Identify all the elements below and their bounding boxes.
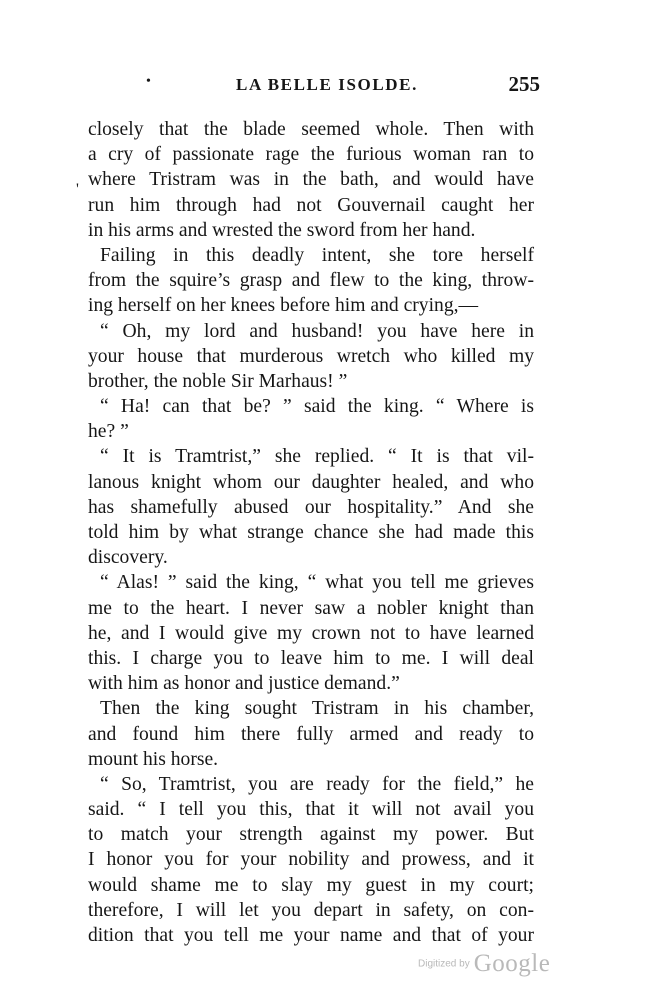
- text-line: would shame me to slay my guest in my court;: [88, 874, 534, 896]
- text-line: told him by what strange chance she had made this: [88, 522, 534, 543]
- text-line: he, and I would give my crown not to have learned: [88, 622, 534, 644]
- text-line: “ Alas! ” said the king, “ what you tell me grieves: [100, 572, 534, 594]
- text-line: said. “ I tell you this, that it will not avail you: [88, 799, 534, 821]
- text-line: Failing in this deadly intent, she tore herself: [100, 244, 534, 266]
- running-header: [88, 72, 540, 102]
- text-line: ing herself on her knees before him and crying,—: [88, 295, 479, 317]
- watermark-logo: Google: [473, 950, 551, 977]
- text-line: Then the king sought Tristram in his chamber,: [100, 698, 534, 720]
- text-line: “ So, Tramtrist, you are ready for the field,” he: [100, 773, 534, 795]
- header-mark: •: [146, 74, 151, 89]
- text-line: me to the heart. I never saw a nobler knight than: [88, 597, 534, 619]
- text-line: your house that murderous wretch who killed my: [88, 345, 534, 367]
- text-line: with him as honor and justice demand.”: [88, 673, 400, 695]
- text-line: discovery.: [88, 547, 168, 569]
- text-line: mount his horse.: [88, 748, 219, 770]
- page-number: 255: [508, 72, 540, 96]
- text-line: lanous knight whom our daughter healed, and who: [88, 471, 534, 493]
- text-line: to match your strength against my power. But: [88, 824, 534, 846]
- text-line: where Tristram was in the bath, and would have: [88, 169, 534, 191]
- watermark-prefix: Digitized by: [418, 958, 470, 970]
- text-line: this. I charge you to leave him to me. I will deal: [88, 647, 534, 669]
- text-line: brother, the noble Sir Marhaus! ”: [88, 370, 348, 392]
- text-line: a cry of passionate rage the furious woman ran to: [88, 144, 534, 166]
- text-line: and found him there fully armed and ready to: [88, 723, 534, 745]
- text-line: I honor you for your nobility and prowess, and it: [88, 849, 534, 871]
- text-line: “ Ha! can that be? ” said the king. “ Where is: [100, 396, 534, 418]
- text-line: “ Oh, my lord and husband! you have here in: [100, 320, 534, 342]
- text-line: he? ”: [88, 421, 129, 443]
- text-line: has shamefully abused our hospitality.” And she: [88, 496, 534, 518]
- text-line: in his arms and wrested the sword from her hand.: [88, 219, 476, 241]
- chapter-title: LA BELLE ISOLDE.: [236, 75, 418, 94]
- text-line: dition that you tell me your name and that of your: [88, 925, 534, 946]
- text-line: closely that the blade seemed whole. Then with: [88, 119, 534, 140]
- digitization-watermark: [418, 950, 550, 978]
- text-line: therefore, I will let you depart in safety, on con-: [88, 899, 534, 921]
- margin-mark: ': [76, 181, 79, 198]
- text-line: from the squire’s grasp and flew to the king, throw-: [88, 270, 534, 292]
- body-text: [88, 117, 534, 948]
- text-line: run him through had not Gouvernail caught her: [88, 194, 534, 216]
- text-line: “ It is Tramtrist,” she replied. “ It is that vil-: [100, 446, 534, 468]
